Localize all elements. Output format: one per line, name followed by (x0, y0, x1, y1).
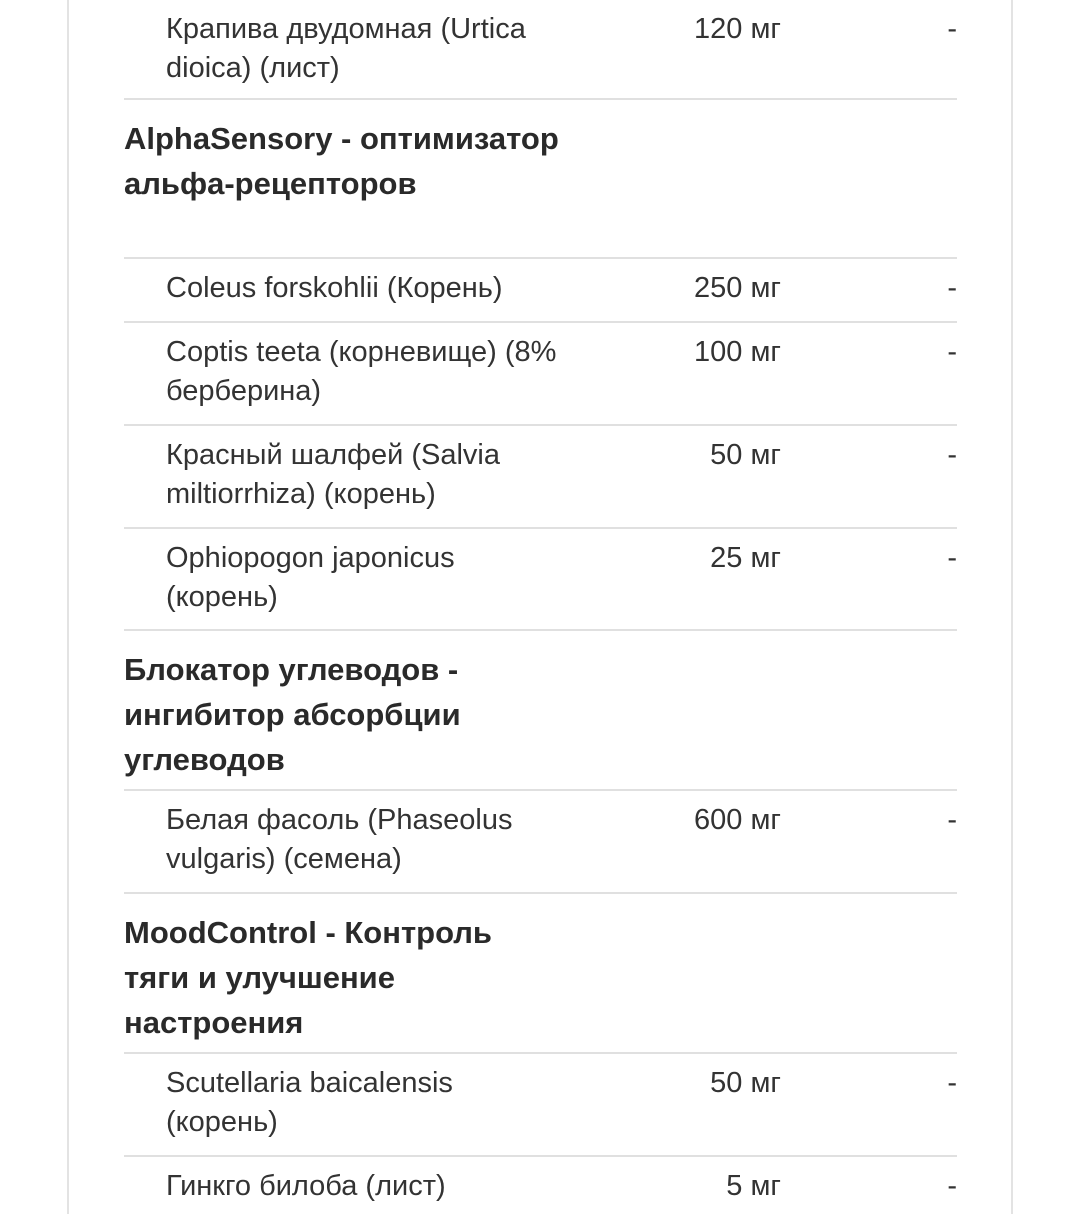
supplement-facts-table (124, 0, 957, 1214)
table-row (124, 529, 957, 631)
ingredient-name: Красный шалфей (Salvia miltiorrhiza) (корень) (166, 439, 500, 510)
ingredient-name: Coleus forskohlii (Корень) (166, 272, 503, 304)
ingredient-name: Гинкго билоба (лист) (166, 1170, 446, 1202)
group-title: Блокатор углеводов - ингибитор абсорбции углеводов (124, 652, 461, 777)
ingredient-name: Ophiopogon japonicus (корень) (166, 542, 455, 613)
daily-value: - (947, 542, 957, 574)
ingredient-name: Coptis teeta (корневище) (8% берберина) (166, 336, 557, 407)
ingredient-amount: 50 мг (710, 439, 781, 471)
daily-value: - (947, 1170, 957, 1202)
table-row (124, 323, 957, 426)
table-row (124, 791, 957, 894)
table-row (124, 426, 957, 529)
ingredient-amount: 250 мг (694, 272, 781, 304)
ingredient-amount: 100 мг (694, 336, 781, 368)
daily-value: - (947, 1067, 957, 1099)
daily-value: - (947, 272, 957, 304)
ingredient-amount: 50 мг (710, 1067, 781, 1099)
ingredient-amount: 120 мг (694, 13, 781, 45)
daily-value: - (947, 439, 957, 471)
daily-value: - (947, 804, 957, 836)
table-row (124, 0, 957, 100)
ingredient-amount: 600 мг (694, 804, 781, 836)
table-row (124, 1157, 957, 1214)
table-group-row (124, 894, 957, 1054)
ingredient-amount: 5 мг (726, 1170, 781, 1202)
table-row (124, 1054, 957, 1157)
ingredient-amount: 25 мг (710, 542, 781, 574)
table-group-row (124, 100, 957, 259)
table-group-row (124, 631, 957, 791)
daily-value: - (947, 13, 957, 45)
group-title: MoodControl - Контроль тяги и улучшение настроения (124, 915, 492, 1040)
table-row (124, 259, 957, 323)
ingredient-name: Scutellaria baicalensis (корень) (166, 1067, 453, 1138)
daily-value: - (947, 336, 957, 368)
group-title: AlphaSensory - оптимизатор альфа-рецепторов (124, 121, 559, 201)
ingredient-name: Крапива двудомная (Urtica dioica) (лист) (166, 13, 526, 84)
ingredient-name: Белая фасоль (Phaseolus vulgaris) (семена) (166, 804, 513, 875)
